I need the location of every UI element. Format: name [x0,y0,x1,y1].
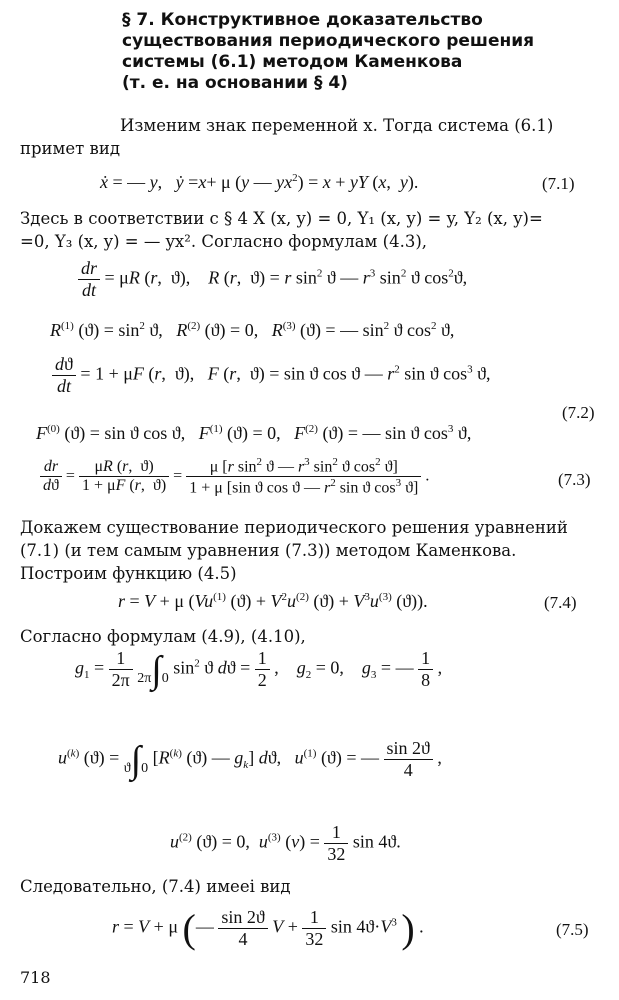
page-number: 718 [20,968,51,987]
paragraph-intro [20,114,605,160]
equation-F-components: $F^{(0)}$ (ϑ) = sin ϑ cos ϑ, $F^{(1)}$ (ϑ) = 0, $F^{(2)}$ (ϑ) = — sin ϑ $\cos^3 ϑ$, [36,423,472,443]
text-line: =0, Y₃ (x, y) = — yx². Согласно формулам (4.3), [20,232,427,251]
text-line: примет вид [20,139,120,158]
equation-g-values: $g_1$ = $\frac{1}{2\pi}$ 2π∫0 $\sin^2 ϑ$ dϑ = $\frac{1}{2}$ , $g_2 = 0$, $g_3$ = — $\frac{1}{8}$ , [75,648,443,691]
equation-7-4: r = V + μ (Vu$^{(1)}$ $(ϑ) + V^2u^{(2)}$ $(ϑ) + V^3u^{(3)}$ (ϑ)). [118,591,428,611]
equation-number: (7.3) [558,470,591,489]
heading-line: системы (6.1) методом Каменкова [122,52,463,72]
equation-7-1: ẋ = — y, ẏ =x+ μ (y — $yx^2) = x$ + yY (x, y). [100,172,419,192]
equation-dr-dt: $\frac{dr}{dt}$ = μR (r, ϑ), R (r, ϑ) = r $\sin^2 ϑ$ — $r^3$ $\sin^2 ϑ$ $\cos^2ϑ$, [78,258,467,301]
equation-u-2-3: $u^{(2)}$ (ϑ) = 0, $u^{(3)}$ (v) = $\frac{1}{32}$ sin 4ϑ. [170,822,401,864]
text-line: (7.1) (и тем самым уравнения (7.3)) методом Каменкова. [20,541,517,560]
heading-line: (т. е. на основании § 4) [122,73,348,93]
paragraph-conclusion [20,875,605,898]
equation-u-k: $u^{(k)}$ (ϑ) = ϑ∫0 [$R^{(k)}$ (ϑ) — $g_k$] dϑ, $u^{(1)}$ (ϑ) = — $\frac{\sin 2ϑ}{4}$ , [58,738,442,781]
text-line: Изменим знак переменной x. Тогда система (6.1) [120,116,554,135]
text-line: Следовательно, (7.4) имееі вид [20,877,291,896]
text-line: Согласно формулам (4.9), (4.10), [20,627,306,646]
heading-line: § 7. Конструктивное доказательство [122,10,483,30]
equation-number: (7.2) [562,403,595,422]
equation-7-5: r = V + μ (— $\frac{\sin 2ϑ}{4}$ V + $\frac{1}{32}$ $\sin 4ϑ\cdot V^3$ ) . [112,906,424,951]
equation-dtheta-dt: $\frac{dϑ}{dt}$ = 1 + μF (r, ϑ), F (r, ϑ) = sin ϑ cos ϑ — $r^2$ sin ϑ $\cos^3 ϑ$, [52,354,491,397]
equation-number: (7.5) [556,920,589,939]
equation-7-3: $\frac{dr}{dϑ}$ = $\frac{\mu R (r, ϑ)}{1 + \mu F (r, ϑ)}$ = $\frac{\mu [r \sin^2 ϑ — r^3 \sin^2 ϑ \cos^2 ϑ]}{1 + \mu [\sin ϑ \cos ϑ — r^2 \sin ϑ \cos^3 ϑ]}$ . [40,456,429,498]
paragraph-conditions [20,207,605,253]
paragraph-proof [20,516,605,585]
section-heading [122,10,542,94]
equation-number: (7.4) [544,593,577,612]
text-line: Здесь в соответствии с § 4 X (x, y) = 0, Y₁ (x, y) = y, Y₂ (x, y)= [20,209,543,228]
heading-line: существования периодического решения [122,31,535,51]
paragraph-formulas [20,625,605,648]
equation-R-components: $R^{(1)}$ $(ϑ) = \sin^2 ϑ$, $R^{(2)}$ (ϑ) = 0, $R^{(3)}$ (ϑ) = — $\sin^2 ϑ$ $\cos^2 ϑ$, [50,320,455,340]
text-line: Построим функцию (4.5) [20,564,237,583]
equation-number: (7.1) [542,174,575,193]
text-line: Докажем существование периодического решения уравнений [20,518,568,537]
